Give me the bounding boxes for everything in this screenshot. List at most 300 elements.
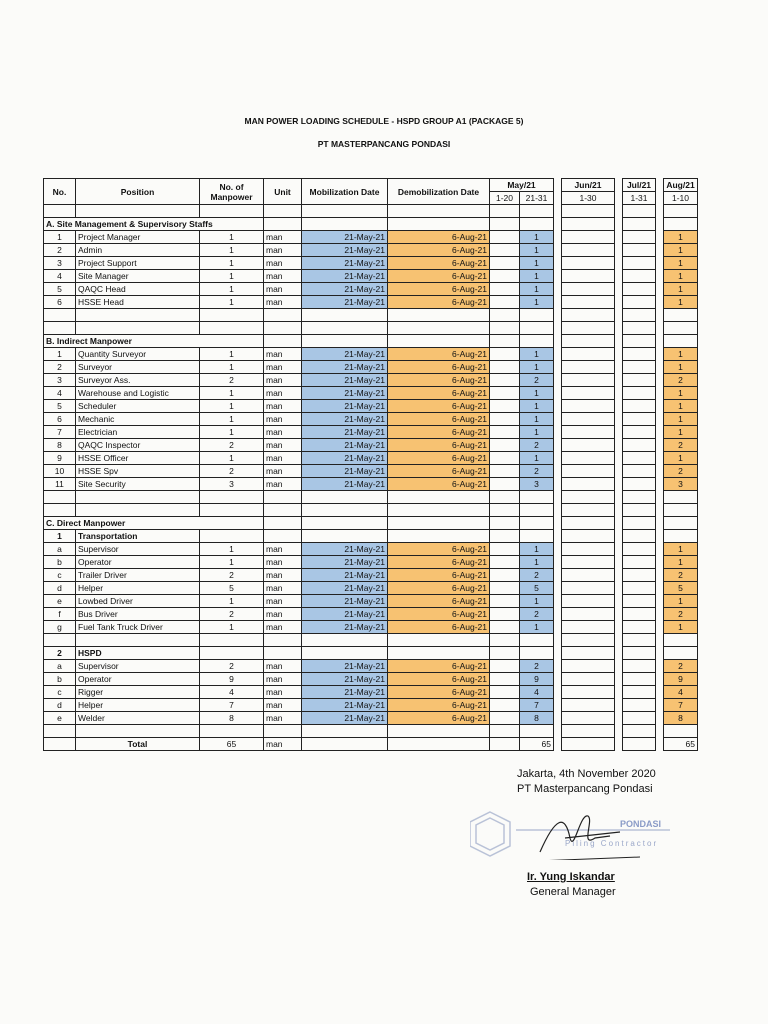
row-jun xyxy=(562,244,615,257)
blank-mob xyxy=(302,335,388,348)
row-may-1-20 xyxy=(490,270,520,283)
col-jun-header: Jun/21 xyxy=(562,179,615,192)
spacer-cell xyxy=(656,530,664,543)
blank-no xyxy=(44,491,76,504)
blank-unit xyxy=(264,218,302,231)
row-manpower: 1 xyxy=(200,283,264,296)
table-row xyxy=(44,621,698,634)
row-aug: 1 xyxy=(664,413,698,426)
spacer-cell xyxy=(656,283,664,296)
row-mobilization-date: 21-May-21 xyxy=(302,543,388,556)
row-demobilization-date: 6-Aug-21 xyxy=(388,348,490,361)
jul-range: 1-31 xyxy=(623,192,656,205)
section-title: A. Site Management & Supervisory Staffs xyxy=(44,218,264,231)
row-jul xyxy=(623,673,656,686)
row-jul xyxy=(623,621,656,634)
blank-jun xyxy=(562,335,615,348)
spacer-cell xyxy=(656,569,664,582)
row-position: Project Support xyxy=(76,257,200,270)
blank-position xyxy=(76,322,200,335)
spacer-cell xyxy=(554,725,562,738)
blank-mob xyxy=(302,491,388,504)
total-row xyxy=(44,738,698,751)
row-demobilization-date: 6-Aug-21 xyxy=(388,283,490,296)
spacer-cell xyxy=(656,621,664,634)
blank-row xyxy=(44,205,698,218)
blank-manpower xyxy=(200,504,264,517)
spacer-cell xyxy=(656,556,664,569)
row-jul xyxy=(623,361,656,374)
row-may-1-20 xyxy=(490,426,520,439)
row-demobilization-date: 6-Aug-21 xyxy=(388,361,490,374)
row-position: Site Manager xyxy=(76,270,200,283)
row-manpower: 1 xyxy=(200,595,264,608)
spacer-cell xyxy=(615,595,623,608)
row-jun xyxy=(562,543,615,556)
row-jul xyxy=(623,608,656,621)
table-row xyxy=(44,439,698,452)
blank-manpower xyxy=(200,725,264,738)
row-may-1-20 xyxy=(490,569,520,582)
spacer-cell xyxy=(554,543,562,556)
spacer-cell xyxy=(656,400,664,413)
row-mobilization-date: 21-May-21 xyxy=(302,673,388,686)
row-aug: 1 xyxy=(664,452,698,465)
row-unit: man xyxy=(264,283,302,296)
row-may-21-31: 1 xyxy=(520,231,554,244)
spacer-cell xyxy=(554,452,562,465)
spacer-cell xyxy=(554,556,562,569)
blank-may-b xyxy=(520,218,554,231)
blank-mob xyxy=(302,634,388,647)
spacer-cell xyxy=(656,478,664,491)
row-may-21-31: 1 xyxy=(520,400,554,413)
spacer-cell xyxy=(615,426,623,439)
table-row xyxy=(44,452,698,465)
spacer-cell xyxy=(656,322,664,335)
spacer-cell xyxy=(656,712,664,725)
total-jul xyxy=(623,738,656,751)
spacer-cell xyxy=(656,699,664,712)
spacer-cell xyxy=(615,465,623,478)
col-may-header: May/21 xyxy=(490,179,554,192)
row-jul xyxy=(623,296,656,309)
row-demobilization-date: 6-Aug-21 xyxy=(388,556,490,569)
col-mobilization-header: Mobilization Date xyxy=(302,179,388,205)
total-unit: man xyxy=(264,738,302,751)
row-jul xyxy=(623,452,656,465)
table-row xyxy=(44,608,698,621)
row-aug: 9 xyxy=(664,673,698,686)
table-row xyxy=(44,569,698,582)
row-may-21-31: 2 xyxy=(520,439,554,452)
row-position: Operator xyxy=(76,556,200,569)
table-row xyxy=(44,543,698,556)
blank-aug xyxy=(664,647,698,660)
blank-position xyxy=(76,504,200,517)
row-unit: man xyxy=(264,244,302,257)
row-jun xyxy=(562,686,615,699)
row-aug: 2 xyxy=(664,465,698,478)
blank-may-b xyxy=(520,309,554,322)
col-aug-header: Aug/21 xyxy=(664,179,698,192)
row-demobilization-date: 6-Aug-21 xyxy=(388,452,490,465)
row-mobilization-date: 21-May-21 xyxy=(302,582,388,595)
row-may-1-20 xyxy=(490,400,520,413)
row-jul xyxy=(623,348,656,361)
table-row xyxy=(44,699,698,712)
spacer-cell xyxy=(656,452,664,465)
row-no: 4 xyxy=(44,387,76,400)
blank-aug xyxy=(664,491,698,504)
spacer-cell xyxy=(615,309,623,322)
blank-demob xyxy=(388,218,490,231)
total-no xyxy=(44,738,76,751)
blank-jul xyxy=(623,335,656,348)
row-no: b xyxy=(44,556,76,569)
row-manpower: 7 xyxy=(200,699,264,712)
blank-may-a xyxy=(490,725,520,738)
row-may-21-31: 4 xyxy=(520,686,554,699)
table-row xyxy=(44,374,698,387)
row-position: Trailer Driver xyxy=(76,569,200,582)
row-may-21-31: 1 xyxy=(520,621,554,634)
row-unit: man xyxy=(264,231,302,244)
spacer-cell xyxy=(554,712,562,725)
spacer-cell xyxy=(554,231,562,244)
row-may-1-20 xyxy=(490,283,520,296)
row-may-1-20 xyxy=(490,686,520,699)
total-manpower: 65 xyxy=(200,738,264,751)
row-unit: man xyxy=(264,257,302,270)
row-no: c xyxy=(44,569,76,582)
row-jun xyxy=(562,426,615,439)
total-demob xyxy=(388,738,490,751)
blank-unit xyxy=(264,504,302,517)
row-jun xyxy=(562,439,615,452)
spacer-cell xyxy=(554,647,562,660)
spacer-cell xyxy=(554,335,562,348)
row-no: 9 xyxy=(44,452,76,465)
row-position: Lowbed Driver xyxy=(76,595,200,608)
blank-jun xyxy=(562,504,615,517)
row-jun xyxy=(562,257,615,270)
blank-aug xyxy=(664,335,698,348)
blank-demob xyxy=(388,530,490,543)
row-jun xyxy=(562,595,615,608)
row-no: a xyxy=(44,543,76,556)
blank-no xyxy=(44,322,76,335)
blank-jun xyxy=(562,517,615,530)
row-may-1-20 xyxy=(490,231,520,244)
row-position: Warehouse and Logistic xyxy=(76,387,200,400)
spacer-cell xyxy=(554,309,562,322)
row-jun xyxy=(562,569,615,582)
spacer-cell xyxy=(615,387,623,400)
spacer-cell xyxy=(615,439,623,452)
row-may-21-31: 1 xyxy=(520,413,554,426)
row-position: Rigger xyxy=(76,686,200,699)
blank-jul xyxy=(623,491,656,504)
blank-jul xyxy=(623,725,656,738)
blank-no xyxy=(44,504,76,517)
blank-demob xyxy=(388,634,490,647)
row-no: 1 xyxy=(44,348,76,361)
spacer-cell xyxy=(615,621,623,634)
spacer-cell xyxy=(656,244,664,257)
blank-may-b xyxy=(520,634,554,647)
row-mobilization-date: 21-May-21 xyxy=(302,686,388,699)
row-position: HSSE Head xyxy=(76,296,200,309)
row-may-21-31: 1 xyxy=(520,452,554,465)
row-jul xyxy=(623,413,656,426)
row-may-1-20 xyxy=(490,296,520,309)
row-may-1-20 xyxy=(490,595,520,608)
row-mobilization-date: 21-May-21 xyxy=(302,257,388,270)
stamp-hexagon-inner xyxy=(476,818,504,850)
spacer-cell xyxy=(554,491,562,504)
row-position: Supervisor xyxy=(76,660,200,673)
row-demobilization-date: 6-Aug-21 xyxy=(388,257,490,270)
row-may-1-20 xyxy=(490,543,520,556)
table-row xyxy=(44,686,698,699)
row-unit: man xyxy=(264,452,302,465)
schedule-body xyxy=(44,205,698,738)
row-manpower: 2 xyxy=(200,608,264,621)
row-jul xyxy=(623,543,656,556)
blank-may-a xyxy=(490,504,520,517)
spacer-cell xyxy=(656,387,664,400)
row-manpower: 1 xyxy=(200,244,264,257)
spacer-cell xyxy=(656,426,664,439)
spacer-cell xyxy=(554,504,562,517)
row-position: Supervisor xyxy=(76,543,200,556)
table-row xyxy=(44,348,698,361)
blank-may-a xyxy=(490,322,520,335)
jun-range: 1-30 xyxy=(562,192,615,205)
row-may-1-20 xyxy=(490,439,520,452)
row-demobilization-date: 6-Aug-21 xyxy=(388,439,490,452)
blank-jun xyxy=(562,218,615,231)
row-position: Quantity Surveyor xyxy=(76,348,200,361)
col-position-header: Position xyxy=(76,179,200,205)
blank-may-a xyxy=(490,309,520,322)
spacer-cell xyxy=(615,660,623,673)
blank-unit xyxy=(264,322,302,335)
spacer-cell xyxy=(615,270,623,283)
row-jul xyxy=(623,257,656,270)
row-unit: man xyxy=(264,296,302,309)
spacer-cell xyxy=(554,361,562,374)
row-may-21-31: 2 xyxy=(520,465,554,478)
row-no: d xyxy=(44,582,76,595)
row-may-21-31: 1 xyxy=(520,361,554,374)
spacer-cell xyxy=(615,231,623,244)
blank-demob xyxy=(388,322,490,335)
signature-line xyxy=(510,857,640,860)
row-demobilization-date: 6-Aug-21 xyxy=(388,465,490,478)
spacer-cell xyxy=(615,712,623,725)
total-may-a xyxy=(490,738,520,751)
blank-aug xyxy=(664,322,698,335)
blank-mob xyxy=(302,218,388,231)
manpower-header-line1: No. of xyxy=(219,181,244,192)
row-mobilization-date: 21-May-21 xyxy=(302,361,388,374)
blank-no xyxy=(44,205,76,218)
spacer-cell xyxy=(656,361,664,374)
spacer-cell xyxy=(656,374,664,387)
blank-row xyxy=(44,634,698,647)
row-aug: 1 xyxy=(664,296,698,309)
spacer-cell xyxy=(656,491,664,504)
row-may-21-31: 8 xyxy=(520,712,554,725)
row-jun xyxy=(562,296,615,309)
row-no: 5 xyxy=(44,283,76,296)
row-jul xyxy=(623,465,656,478)
table-row xyxy=(44,231,698,244)
blank-row xyxy=(44,504,698,517)
blank-unit xyxy=(264,491,302,504)
row-may-1-20 xyxy=(490,608,520,621)
signature-place-date: Jakarta, 4th November 2020 xyxy=(517,768,656,780)
blank-row xyxy=(44,309,698,322)
table-row xyxy=(44,426,698,439)
blank-mob xyxy=(302,205,388,218)
row-may-1-20 xyxy=(490,452,520,465)
may-range-a: 1-20 xyxy=(490,192,520,205)
row-may-21-31: 1 xyxy=(520,296,554,309)
row-jun xyxy=(562,413,615,426)
stamp-subtext: Piling Contractor xyxy=(565,839,659,848)
row-may-21-31: 1 xyxy=(520,387,554,400)
spacer-cell xyxy=(656,348,664,361)
spacer-cell xyxy=(554,608,562,621)
row-no: 7 xyxy=(44,426,76,439)
blank-jun xyxy=(562,309,615,322)
spacer-cell xyxy=(554,621,562,634)
row-position: Mechanic xyxy=(76,413,200,426)
row-manpower: 2 xyxy=(200,439,264,452)
blank-unit xyxy=(264,205,302,218)
spacer-cell xyxy=(615,413,623,426)
spacer-cell xyxy=(615,335,623,348)
row-may-1-20 xyxy=(490,478,520,491)
row-no: 5 xyxy=(44,400,76,413)
row-mobilization-date: 21-May-21 xyxy=(302,244,388,257)
blank-aug xyxy=(664,205,698,218)
row-no: 10 xyxy=(44,465,76,478)
row-may-1-20 xyxy=(490,465,520,478)
blank-aug xyxy=(664,725,698,738)
blank-position xyxy=(76,491,200,504)
row-demobilization-date: 6-Aug-21 xyxy=(388,426,490,439)
spacer-cell xyxy=(554,569,562,582)
spacer-cell xyxy=(554,387,562,400)
spacer-cell xyxy=(615,738,623,751)
row-may-1-20 xyxy=(490,582,520,595)
blank-mob xyxy=(302,725,388,738)
blank-aug xyxy=(664,530,698,543)
row-jun xyxy=(562,452,615,465)
blank-unit xyxy=(264,634,302,647)
row-unit: man xyxy=(264,712,302,725)
row-aug: 1 xyxy=(664,595,698,608)
blank-mob xyxy=(302,309,388,322)
row-mobilization-date: 21-May-21 xyxy=(302,712,388,725)
spacer-cell xyxy=(656,725,664,738)
subsection-title: HSPD xyxy=(76,647,200,660)
spacer-cell xyxy=(554,634,562,647)
row-unit: man xyxy=(264,608,302,621)
row-mobilization-date: 21-May-21 xyxy=(302,296,388,309)
row-jul xyxy=(623,426,656,439)
blank-may-b xyxy=(520,335,554,348)
row-mobilization-date: 21-May-21 xyxy=(302,660,388,673)
col-demobilization-header: Demobilization Date xyxy=(388,179,490,205)
row-aug: 2 xyxy=(664,660,698,673)
aug-range: 1-10 xyxy=(664,192,698,205)
spacer-cell xyxy=(615,452,623,465)
table-row xyxy=(44,673,698,686)
row-unit: man xyxy=(264,400,302,413)
row-mobilization-date: 21-May-21 xyxy=(302,556,388,569)
row-jul xyxy=(623,244,656,257)
row-mobilization-date: 21-May-21 xyxy=(302,283,388,296)
row-jun xyxy=(562,582,615,595)
row-position: Helper xyxy=(76,699,200,712)
row-manpower: 1 xyxy=(200,231,264,244)
blank-may-b xyxy=(520,530,554,543)
spacer-cell xyxy=(554,439,562,452)
blank-unit xyxy=(264,725,302,738)
row-jul xyxy=(623,686,656,699)
spacer-cell xyxy=(615,283,623,296)
row-mobilization-date: 21-May-21 xyxy=(302,426,388,439)
row-unit: man xyxy=(264,686,302,699)
row-jul xyxy=(623,374,656,387)
col-unit-header: Unit xyxy=(264,179,302,205)
section-header xyxy=(44,218,698,231)
row-unit: man xyxy=(264,465,302,478)
row-aug: 1 xyxy=(664,257,698,270)
blank-may-b xyxy=(520,322,554,335)
row-jun xyxy=(562,699,615,712)
blank-may-b xyxy=(520,205,554,218)
spacer-cell xyxy=(554,582,562,595)
total-mob xyxy=(302,738,388,751)
row-jul xyxy=(623,231,656,244)
spacer-cell xyxy=(554,660,562,673)
blank-position xyxy=(76,205,200,218)
row-may-21-31: 1 xyxy=(520,257,554,270)
spacer-cell xyxy=(615,699,623,712)
blank-may-b xyxy=(520,517,554,530)
row-jun xyxy=(562,478,615,491)
row-jun xyxy=(562,673,615,686)
row-jul xyxy=(623,283,656,296)
blank-demob xyxy=(388,335,490,348)
row-no: e xyxy=(44,595,76,608)
row-manpower: 2 xyxy=(200,465,264,478)
spacer-cell xyxy=(554,413,562,426)
row-mobilization-date: 21-May-21 xyxy=(302,400,388,413)
row-manpower: 1 xyxy=(200,413,264,426)
schedule-table xyxy=(43,178,698,751)
row-demobilization-date: 6-Aug-21 xyxy=(388,712,490,725)
row-unit: man xyxy=(264,478,302,491)
row-mobilization-date: 21-May-21 xyxy=(302,387,388,400)
spacer-cell xyxy=(615,647,623,660)
